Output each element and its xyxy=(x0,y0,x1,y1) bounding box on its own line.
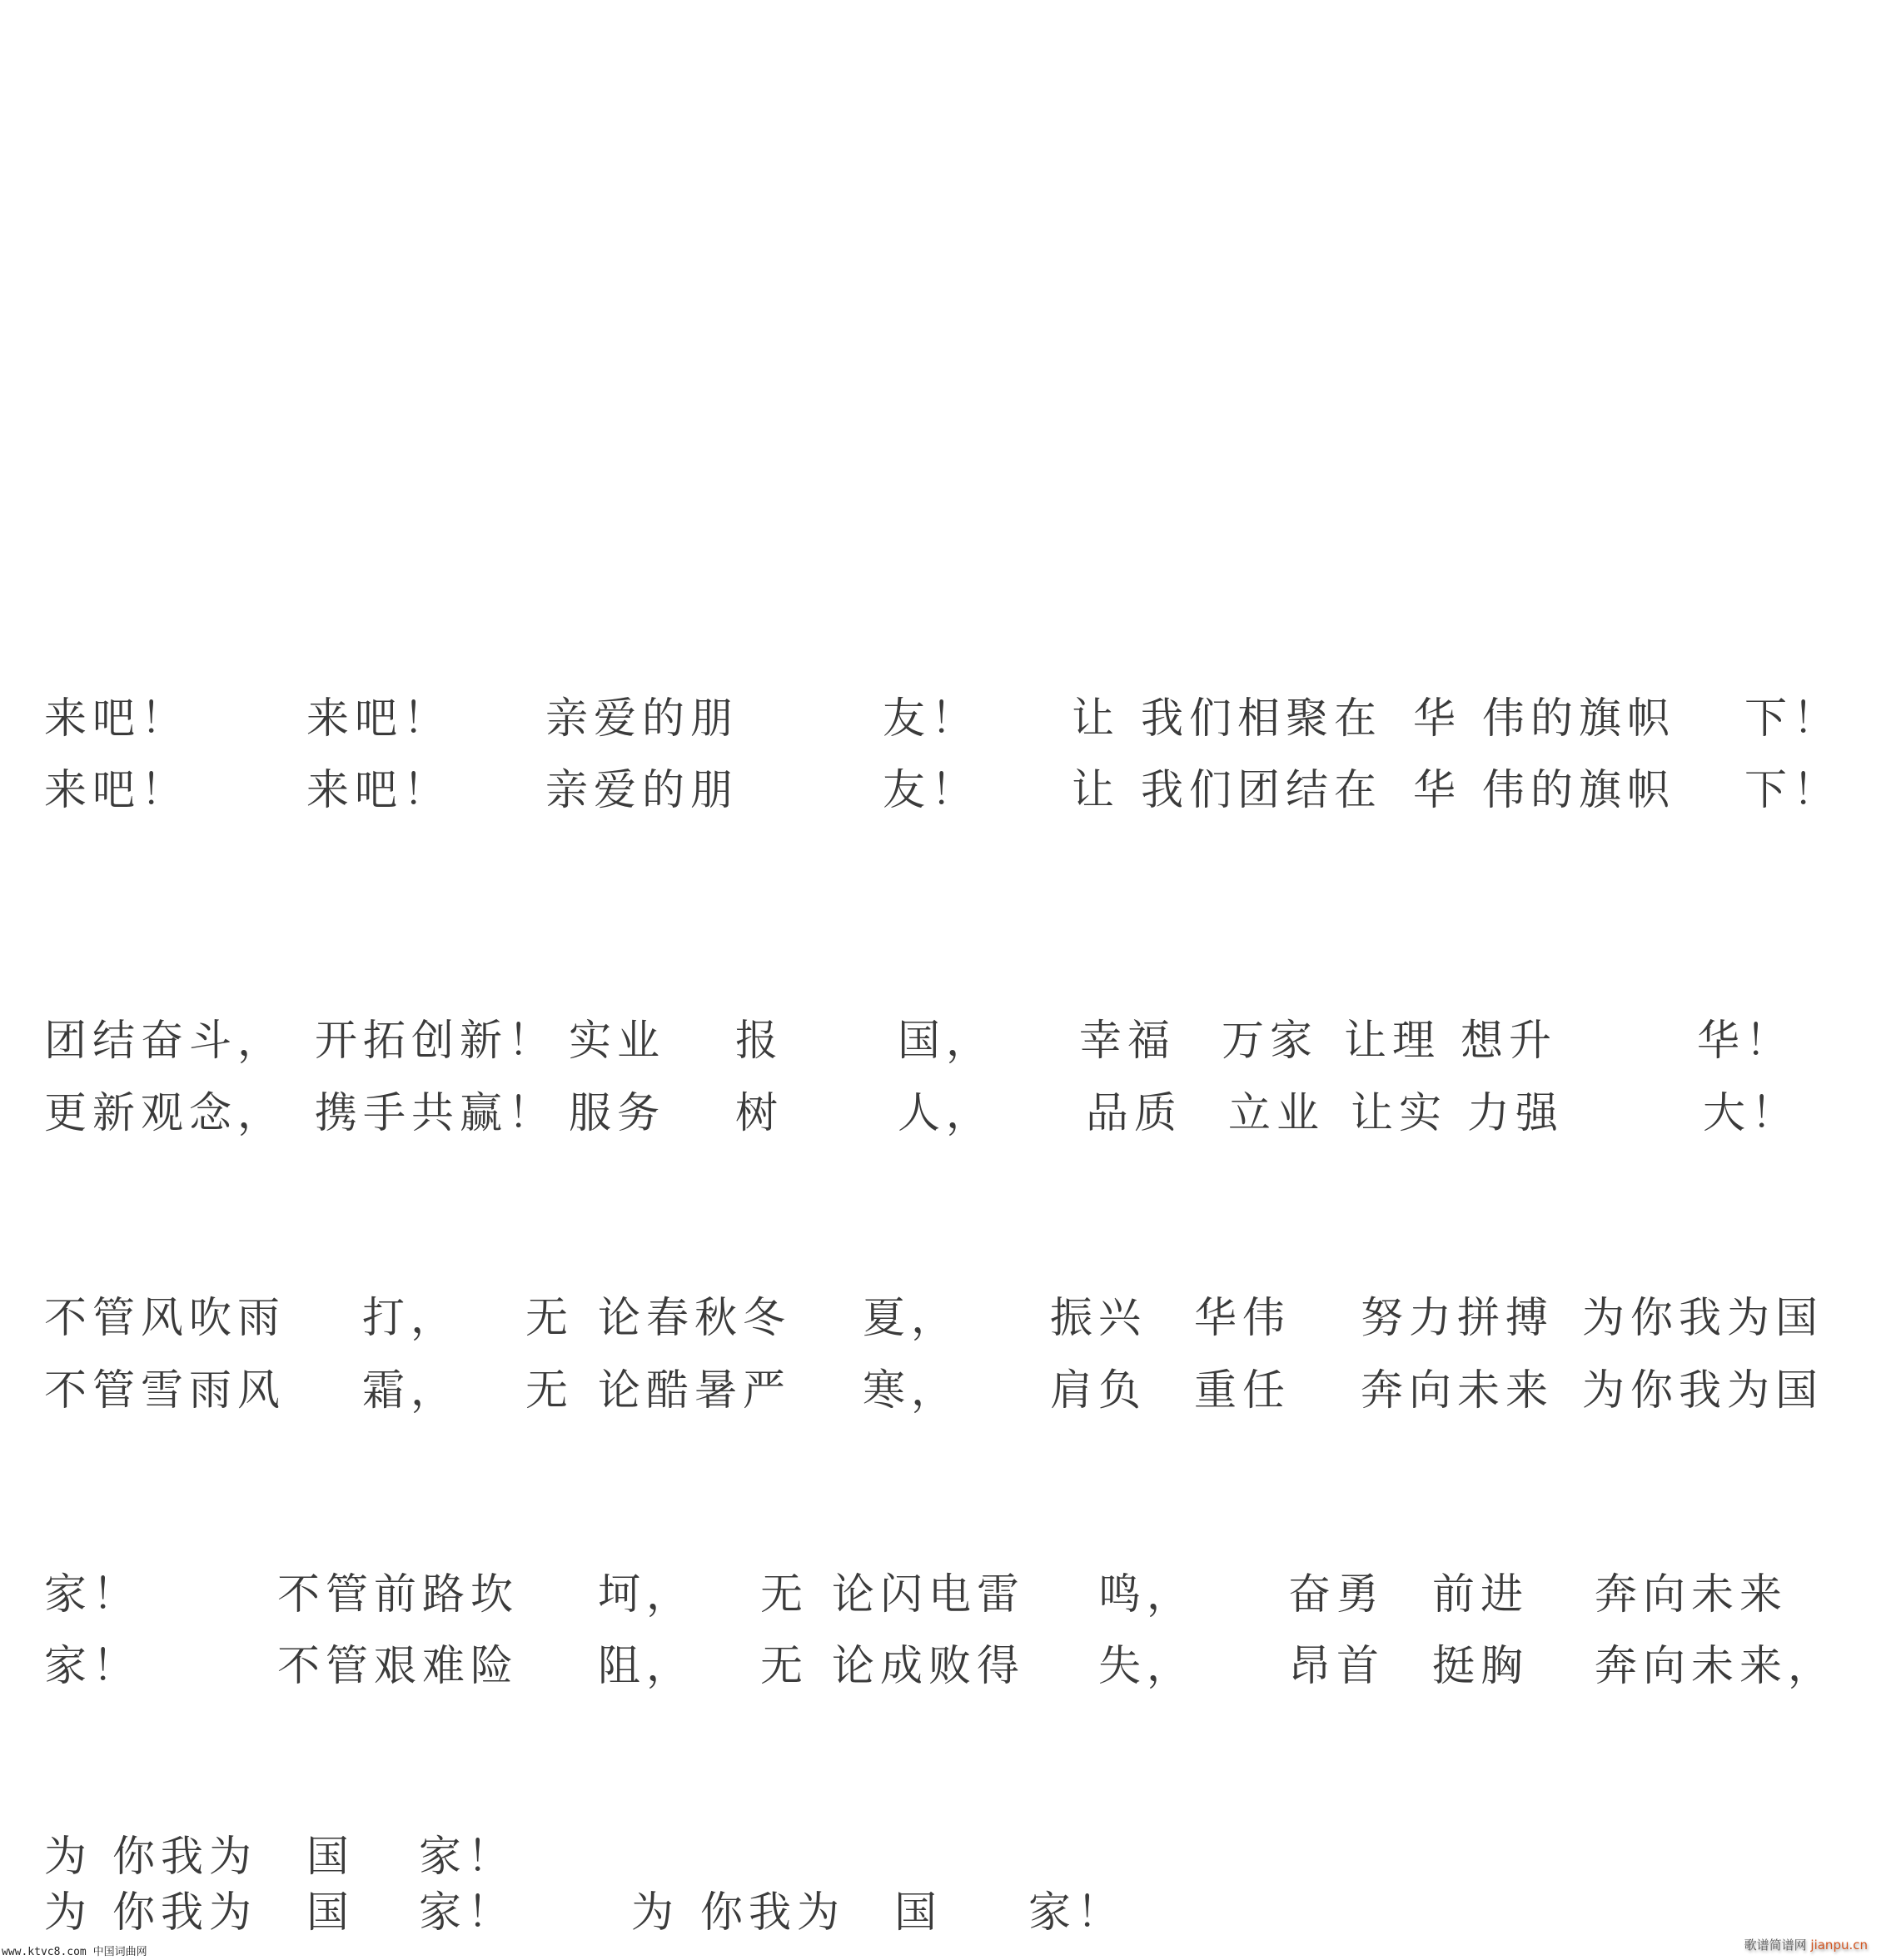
lyric-segment: 家！ xyxy=(44,1570,142,1619)
lyric-segment: 华！ xyxy=(1697,1017,1794,1066)
lyric-segment: 挺胸 xyxy=(1432,1642,1530,1691)
lyric-segment: 让实 xyxy=(1351,1089,1448,1138)
lyric-segment: 打， xyxy=(362,1294,460,1343)
lyric-segment: 来吧！ xyxy=(44,694,190,744)
lyric-segment: 服务 xyxy=(569,1089,666,1138)
lyric-segment: 鸣， xyxy=(1098,1570,1196,1619)
lyric-segment: 霜， xyxy=(362,1366,460,1415)
lyric-segment: 论春秋冬 xyxy=(598,1294,792,1343)
lyric-segment: 人， xyxy=(898,1089,995,1138)
lyric-segment: 肩负 xyxy=(1050,1366,1147,1415)
lyric-segment: 奔向未来 xyxy=(1595,1570,1789,1619)
lyric-segment: 下！ xyxy=(1744,694,1842,744)
watermark-jianpu-cn: 歌谱简谱网 xyxy=(1744,1938,1807,1953)
lyric-segment: 寒， xyxy=(863,1366,960,1415)
lyric-segment: 不管艰难险 xyxy=(277,1642,520,1691)
lyric-segment: 华 xyxy=(1413,694,1462,744)
lyric-segment: 我们相聚在 xyxy=(1141,694,1383,744)
lyric-segment: 努力拼搏 xyxy=(1361,1294,1555,1343)
lyric-segment: 无 xyxy=(525,1294,575,1343)
lyric-segment: 幸福 xyxy=(1079,1017,1177,1066)
lyric-segment: 失， xyxy=(1098,1642,1196,1691)
lyric-segment: 你我为 xyxy=(112,1833,258,1882)
lyric-segment: 重任 xyxy=(1194,1366,1291,1415)
lyric-segment: 我们团结在 xyxy=(1141,766,1383,815)
lyric-segment: 亲爱的朋 xyxy=(545,694,739,744)
lyric-segment: 来吧！ xyxy=(44,766,190,815)
lyric-segment: 家！ xyxy=(419,1833,516,1882)
lyric-segment: 你我为 xyxy=(700,1888,846,1938)
lyric-segment: 来吧！ xyxy=(306,694,452,744)
lyric-segment: 不管雪雨风 xyxy=(44,1366,286,1415)
lyric-segment: 奔向未来 xyxy=(1361,1366,1555,1415)
lyric-segment: 前进 xyxy=(1432,1570,1530,1619)
lyric-segment: 为 xyxy=(44,1833,93,1882)
lyric-segment: 让 xyxy=(1072,766,1121,815)
lyric-segment: 家！ xyxy=(419,1888,516,1938)
lyric-segment: 团结奋斗， xyxy=(44,1017,286,1066)
lyric-segment: 夏， xyxy=(863,1294,960,1343)
lyric-segment: 无 xyxy=(525,1366,575,1415)
lyric-segment: 报 xyxy=(735,1017,784,1066)
lyric-segment: 无 xyxy=(760,1570,809,1619)
lyric-segment: 坷， xyxy=(598,1570,695,1619)
lyric-segment: 让理 xyxy=(1344,1017,1441,1066)
lyric-segment: 奔向未来， xyxy=(1595,1642,1837,1691)
lyric-segment: 大！ xyxy=(1703,1089,1800,1138)
lyric-segment: 论酷暑严 xyxy=(598,1366,792,1415)
lyric-segment: 伟的旗帜 xyxy=(1482,766,1676,815)
lyric-segment: 更新观念， xyxy=(44,1089,286,1138)
lyric-segment: 友！ xyxy=(883,766,980,815)
lyric-segment: 为 xyxy=(631,1888,680,1938)
lyric-segment: 奋勇 xyxy=(1288,1570,1386,1619)
lyric-segment: 友！ xyxy=(883,694,980,744)
lyric-segment: 论闪电雷 xyxy=(832,1570,1026,1619)
watermark-ktvc8: www.ktvc8.com 中国词曲网 xyxy=(2,1946,147,1958)
lyric-segment: 昂首 xyxy=(1288,1642,1386,1691)
lyric-segment: 不管前路坎 xyxy=(277,1570,520,1619)
lyric-segment: 华 xyxy=(1413,766,1462,815)
lyric-segment: 实业 xyxy=(569,1017,666,1066)
lyric-segment: 携手共赢！ xyxy=(315,1089,557,1138)
lyric-segment: 论成败得 xyxy=(832,1642,1026,1691)
lyric-segment: 力强 xyxy=(1467,1089,1565,1138)
lyric-segment: 阻， xyxy=(598,1642,695,1691)
lyric-segment: 下！ xyxy=(1744,766,1842,815)
lyric-segment: 无 xyxy=(760,1642,809,1691)
lyric-segment: 家！ xyxy=(1028,1888,1126,1938)
lyric-segment: 为你我为国 xyxy=(1582,1366,1824,1415)
lyric-segment: 开拓创新！ xyxy=(315,1017,557,1066)
lyric-segment: 品质 xyxy=(1086,1089,1183,1138)
lyric-segment: 立业 xyxy=(1228,1089,1326,1138)
lyric-segment: 你我为 xyxy=(112,1888,258,1938)
lyric-segment: 家！ xyxy=(44,1642,142,1691)
lyric-segment: 树 xyxy=(735,1089,784,1138)
lyric-segment: 国， xyxy=(898,1017,995,1066)
lyric-segment: 国 xyxy=(306,1888,356,1938)
lyric-segment: 为你我为国 xyxy=(1582,1294,1824,1343)
lyric-segment: 万家 xyxy=(1222,1017,1319,1066)
lyric-segment: 为 xyxy=(44,1888,93,1938)
lyric-segment: 亲爱的朋 xyxy=(545,766,739,815)
lyric-segment: 想升 xyxy=(1461,1017,1558,1066)
watermark-jianpu xyxy=(1744,1936,1868,1953)
lyric-segment: 振兴 xyxy=(1050,1294,1147,1343)
lyric-segment: 来吧！ xyxy=(306,766,452,815)
lyric-segment: 伟的旗帜 xyxy=(1482,694,1676,744)
watermark-jianpu-site: jianpu.cn xyxy=(1810,1938,1868,1953)
lyric-segment: 让 xyxy=(1072,694,1121,744)
lyric-segment: 不管风吹雨 xyxy=(44,1294,286,1343)
lyric-segment: 国 xyxy=(894,1888,943,1938)
lyric-segment: 华伟 xyxy=(1194,1294,1291,1343)
lyric-segment: 国 xyxy=(306,1833,356,1882)
